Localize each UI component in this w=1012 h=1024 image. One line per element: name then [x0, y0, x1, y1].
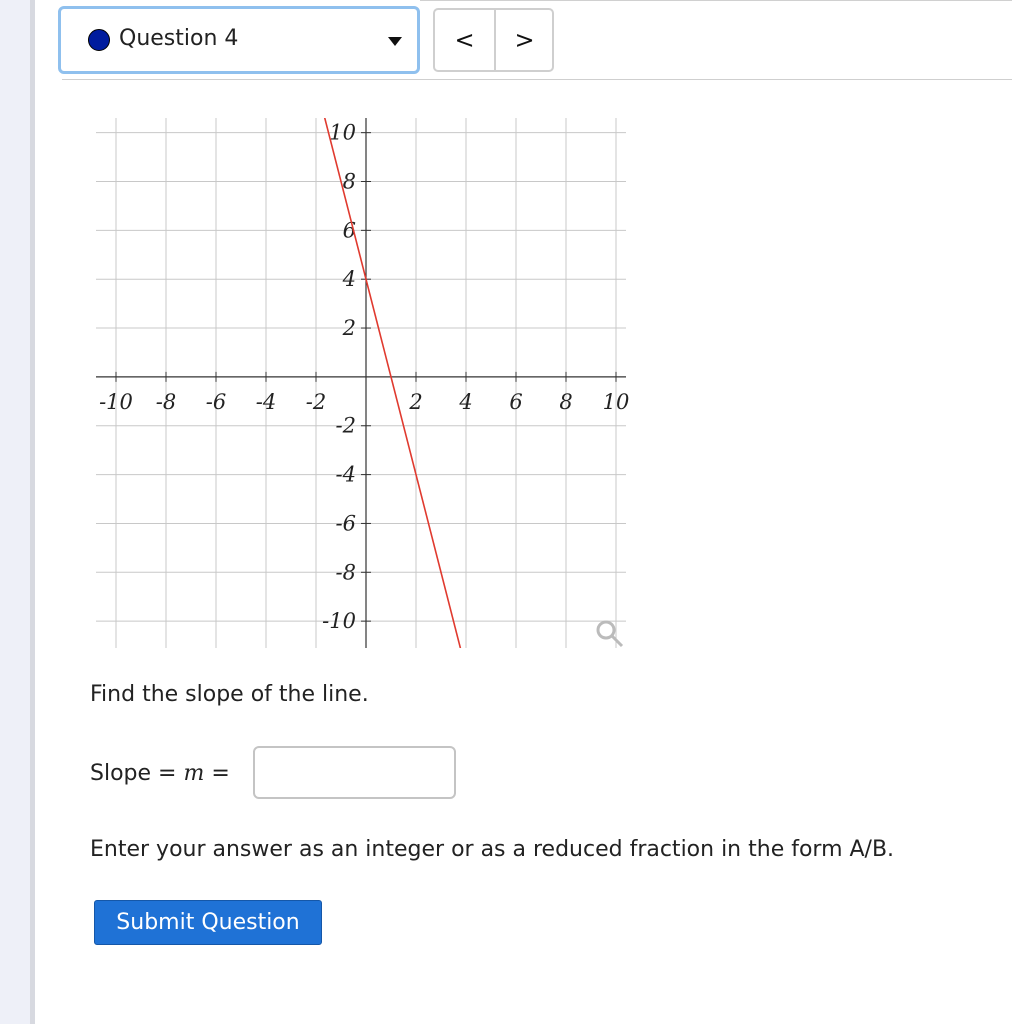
y-tick-label: -4: [335, 462, 356, 487]
question-select-label: Question 4: [119, 26, 239, 51]
submit-question-button[interactable]: Submit Question: [94, 900, 322, 945]
header-divider: [62, 79, 1012, 80]
y-tick-label: -8: [335, 560, 356, 585]
x-tick-label: 10: [602, 389, 630, 414]
y-tick-label: -2: [335, 413, 356, 438]
slope-variable: m: [183, 761, 205, 786]
magnifier-icon[interactable]: [598, 622, 622, 646]
question-nav: [433, 8, 554, 72]
top-rule: [420, 0, 1012, 1]
answer-instructions: Enter your answer as an integer or as a reduced fraction in the form A/B.: [90, 837, 895, 862]
x-tick-label: 6: [509, 389, 523, 414]
y-tick-label: 8: [342, 169, 356, 194]
left-rail: [0, 0, 30, 1024]
y-tick-label: -6: [335, 511, 356, 536]
slope-label: [90, 761, 230, 786]
y-tick-label: 2: [342, 316, 356, 341]
caret-down-icon: [388, 37, 402, 46]
x-tick-label: 2: [409, 389, 423, 414]
slope-equals: =: [204, 761, 230, 786]
y-tick-label: 10: [329, 120, 356, 145]
x-tick-label: -8: [155, 389, 177, 414]
previous-question-button[interactable]: <: [435, 10, 496, 70]
graph: [86, 108, 631, 657]
next-question-button[interactable]: >: [514, 26, 535, 54]
x-tick-label: 8: [559, 389, 573, 414]
slope-label-text: Slope =: [90, 761, 184, 786]
x-tick-label: 4: [459, 389, 473, 414]
left-rail-edge: [30, 0, 35, 1024]
x-tick-label: -6: [205, 389, 227, 414]
x-tick-label: -2: [305, 389, 327, 414]
graph-svg: [86, 108, 631, 653]
y-tick-label: -10: [322, 609, 356, 634]
slope-answer-input[interactable]: [253, 746, 456, 799]
x-tick-label: -10: [99, 389, 133, 414]
question-select[interactable]: [58, 6, 420, 74]
question-status-dot-icon: [88, 29, 110, 51]
y-tick-label: 6: [342, 218, 356, 243]
question-prompt: Find the slope of the line.: [90, 682, 369, 707]
x-tick-label: -4: [255, 389, 277, 414]
y-tick-label: 4: [342, 267, 356, 292]
line-series: [304, 108, 498, 653]
